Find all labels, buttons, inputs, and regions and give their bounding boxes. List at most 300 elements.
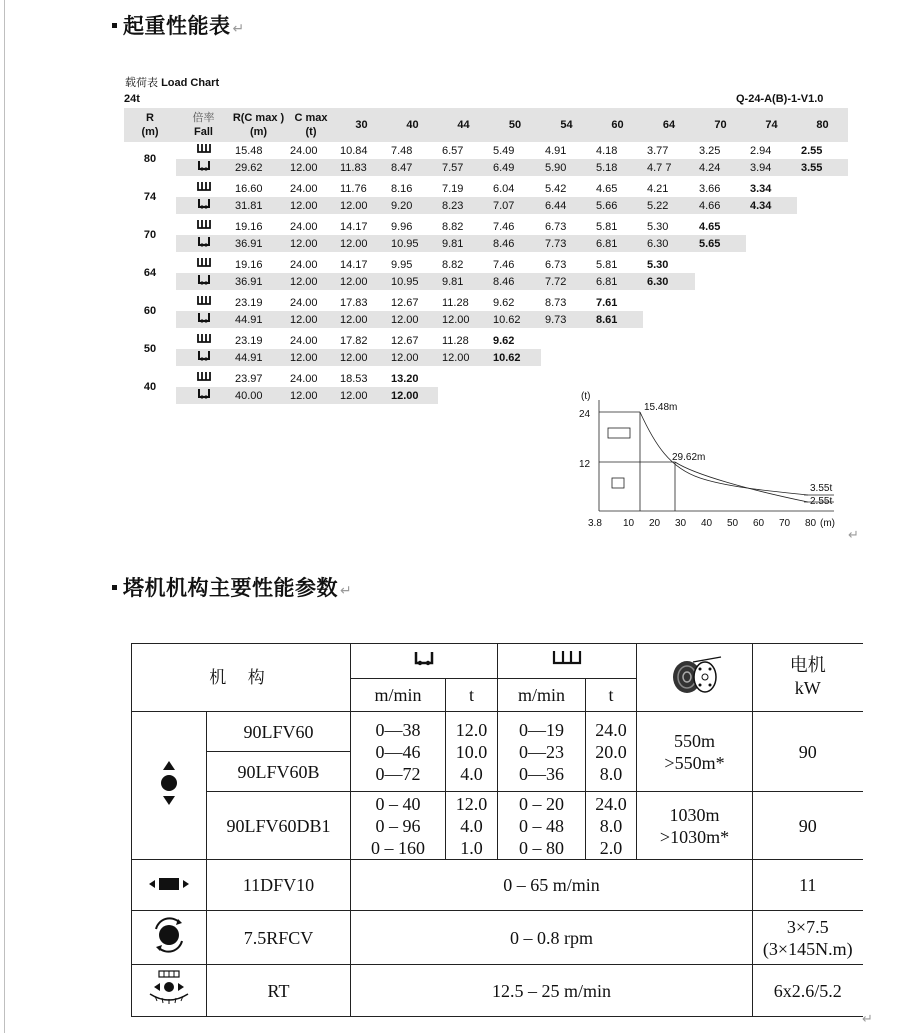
hoist-load-4: 24.0 20.0 8.0 (586, 712, 637, 792)
load-value: 12.00 (336, 273, 387, 290)
fall-icon-cell (176, 142, 231, 159)
hoist-icon-cell (132, 712, 207, 860)
x-tick: 40 (701, 518, 713, 529)
load-value: 5.18 (592, 159, 643, 176)
y-tick-24: 24 (579, 409, 591, 420)
fall-icon-cell (176, 387, 231, 404)
load-value: 9.81 (438, 235, 489, 252)
load-value: 8.82 (442, 258, 464, 271)
load-value: 5.49 (493, 144, 515, 157)
empty-cell (489, 387, 541, 404)
load-chart-row (124, 311, 848, 328)
load-value: 2.94 (750, 144, 772, 157)
load-value: 11.28 (442, 334, 469, 347)
load-value: 12.67 (391, 334, 419, 347)
load-value: 9.95 (391, 258, 413, 271)
load-chart-row (124, 349, 848, 366)
load-value: 8.61 (592, 311, 643, 328)
load-value: 3.34 (750, 182, 772, 195)
fall-icon-cell (176, 294, 231, 311)
load-value: 17.82 (340, 334, 368, 347)
header-radius: 60 (592, 108, 643, 142)
empty-cell (746, 349, 797, 366)
load-value: 7.57 (438, 159, 489, 176)
fall-icon-cell (176, 218, 231, 235)
empty-cell (695, 256, 746, 273)
load-value: 8.46 (489, 273, 541, 290)
empty-cell (592, 349, 643, 366)
4-fall-hook-icon (197, 372, 211, 382)
load-value: 13.20 (391, 372, 419, 385)
load-value: 9.62 (493, 296, 515, 309)
load-chart-code: Q-24-A(B)-1-V1.0 (736, 93, 824, 105)
rope-drum-icon (665, 653, 725, 697)
radius-cell: 80 (143, 153, 157, 165)
hook-4-fall-icon (608, 428, 630, 438)
load-value: 40.00 (231, 387, 286, 404)
empty-cell (643, 294, 695, 311)
db1-speed-4: 0 – 20 0 – 48 0 – 80 (498, 792, 586, 860)
fall-icon-cell (176, 197, 231, 214)
x-tick: 30 (675, 518, 687, 529)
load-value: 5.81 (596, 258, 618, 271)
load-value: 10.62 (489, 311, 541, 328)
load-value: 8.16 (391, 182, 413, 195)
header-rcmax: R(C max ) (m) (231, 108, 286, 142)
slewing-icon-cell (132, 911, 207, 965)
hoist-row (132, 712, 863, 752)
load-value: 31.81 (231, 197, 286, 214)
empty-cell (643, 311, 695, 328)
load-value: 23.19 (235, 334, 263, 347)
load-value: 4.34 (746, 197, 797, 214)
header-fall: 倍率 Fall (176, 108, 231, 142)
load-value: 12.00 (286, 197, 336, 214)
curve-end-a: 3.55t (810, 483, 833, 494)
fall-icon-cell (176, 180, 231, 197)
load-value: 12.67 (391, 296, 419, 309)
load-value: 36.91 (231, 235, 286, 252)
load-value: 14.17 (340, 220, 368, 233)
section-title-mechanism: 塔机机构主要性能参数 ↵ (112, 572, 352, 602)
load-value: 12.00 (387, 311, 438, 328)
empty-cell (695, 349, 746, 366)
load-value: 7.72 (541, 273, 592, 290)
load-value: 5.30 (647, 258, 669, 271)
load-value: 6.44 (541, 197, 592, 214)
radius-cell: 50 (143, 343, 157, 355)
load-value: 6.81 (592, 273, 643, 290)
spec-header-row (132, 644, 863, 679)
empty-cell (797, 332, 848, 349)
load-value: 12.00 (286, 349, 336, 366)
travel-power: 6x2.6/5.2 (753, 965, 863, 1017)
slewing-icon (151, 917, 187, 953)
empty-cell (746, 235, 797, 252)
load-value: 4.24 (695, 159, 746, 176)
paragraph-mark: ↵ (862, 1012, 873, 1027)
empty-cell (695, 311, 746, 328)
fall-icon-cell (176, 256, 231, 273)
header-radius: 40 (387, 108, 438, 142)
empty-cell (695, 294, 746, 311)
empty-cell (489, 370, 541, 387)
radius-cell: 60 (143, 305, 157, 317)
load-value: 4.65 (596, 182, 618, 195)
load-value: 12.00 (336, 311, 387, 328)
trolley-power: 11 (753, 860, 863, 911)
load-chart-row (124, 235, 848, 252)
load-chart-row (124, 142, 848, 159)
load-chart-row (124, 159, 848, 176)
load-chart-row (124, 332, 848, 349)
x-tick: 60 (753, 518, 765, 529)
model-cell: 90LFV60 (207, 712, 351, 752)
2-fall-hook-icon (198, 389, 210, 399)
load-value: 12.00 (336, 197, 387, 214)
empty-cell (746, 332, 797, 349)
x-tick: 20 (649, 518, 661, 529)
load-value: 24.00 (290, 296, 318, 309)
load-value: 5.81 (596, 220, 618, 233)
radius-cell: 74 (143, 191, 157, 203)
load-value: 12.00 (286, 235, 336, 252)
fall-icon-cell (176, 311, 231, 328)
db1-power: 90 (753, 792, 863, 860)
header-radius: 30 (336, 108, 387, 142)
model-cell: 90LFV60DB1 (207, 792, 351, 860)
paragraph-mark: ↵ (232, 21, 245, 37)
4-fall-hook-icon (197, 220, 211, 230)
empty-cell (438, 387, 489, 404)
hoisting-icon (158, 761, 180, 805)
2-fall-hook-icon (198, 313, 210, 323)
load-value: 6.73 (545, 220, 567, 233)
load-value: 9.96 (391, 220, 413, 233)
load-value: 9.73 (541, 311, 592, 328)
4-fall-hook-icon (197, 296, 211, 306)
load-value: 5.22 (643, 197, 695, 214)
load-value: 6.30 (643, 273, 695, 290)
load-value: 4.18 (596, 144, 618, 157)
load-value: 24.00 (290, 182, 318, 195)
2-fall-hook-icon (198, 199, 210, 209)
load-value: 12.00 (336, 349, 387, 366)
load-value: 12.00 (286, 311, 336, 328)
load-value: 4.21 (647, 182, 669, 195)
paragraph-mark: ↵ (340, 583, 353, 599)
load-value: 10.95 (387, 235, 438, 252)
slewing-power: 3×7.5 (3×145N.m) (753, 911, 863, 965)
trolley-icon (149, 877, 189, 891)
load-value: 3.77 (647, 144, 669, 157)
trolley-speed: 0 – 65 m/min (351, 860, 753, 911)
fall-icon-cell (176, 349, 231, 366)
header-motor: 电机 kW (753, 644, 863, 712)
hoist-speed-2: 0—38 0—46 0—72 (351, 712, 446, 792)
load-value: 8.23 (438, 197, 489, 214)
load-value: 3.55 (797, 159, 848, 176)
load-value: 12.00 (286, 387, 336, 404)
load-value: 5.42 (545, 182, 567, 195)
db1-load-2: 12.0 4.0 1.0 (446, 792, 498, 860)
unit-load-4: t (586, 679, 637, 712)
section-title-lifting: 起重性能表 ↵ (112, 10, 245, 40)
load-chart-table (124, 108, 848, 404)
header-radius: 74 (746, 108, 797, 142)
empty-cell (746, 273, 797, 290)
2-fall-hook-icon (198, 237, 210, 247)
curve-end-b: 2.55t (810, 496, 833, 507)
load-value: 8.73 (545, 296, 567, 309)
header-radius: 64 (643, 108, 695, 142)
load-chart-row (124, 294, 848, 311)
empty-cell (797, 180, 848, 197)
load-value: 12.00 (387, 387, 438, 404)
empty-cell (797, 349, 848, 366)
hoist-speed-4: 0—19 0—23 0—36 (498, 712, 586, 792)
model-cell: 90LFV60B (207, 752, 351, 792)
load-curve-chart (560, 380, 850, 540)
mechanism-spec-table (131, 643, 863, 1017)
unit-speed-4: m/min (498, 679, 586, 712)
load-value: 7.07 (489, 197, 541, 214)
load-value: 4.7 7 (643, 159, 695, 176)
load-value: 19.16 (235, 220, 263, 233)
header-radius: 80 (797, 108, 848, 142)
load-chart-body (124, 142, 848, 404)
curve-4-fall (640, 412, 808, 495)
load-value: 11.28 (442, 296, 469, 309)
page-margin-line (4, 0, 5, 1033)
header-4-fall (498, 644, 637, 679)
hoist-load-2: 12.0 10.0 4.0 (446, 712, 498, 792)
y-unit-label: (t) (581, 391, 591, 402)
fall-icon-cell (176, 332, 231, 349)
load-value: 6.49 (489, 159, 541, 176)
hoist-power: 90 (753, 712, 863, 792)
empty-cell (797, 273, 848, 290)
fall-icon-cell (176, 235, 231, 252)
empty-cell (746, 294, 797, 311)
load-value: 10.62 (489, 349, 541, 366)
4-fall-hook-icon (197, 258, 211, 268)
travel-icon-cell (132, 965, 207, 1017)
load-value: 4.65 (699, 220, 721, 233)
unit-load-2: t (446, 679, 498, 712)
y-tick-12: 12 (579, 459, 591, 470)
empty-cell (797, 294, 848, 311)
travel-row (132, 965, 863, 1017)
trolley-row (132, 860, 863, 911)
2-fall-hook-icon (413, 651, 435, 667)
load-value: 5.30 (647, 220, 669, 233)
load-chart-row (124, 218, 848, 235)
load-value: 7.48 (391, 144, 413, 157)
load-value: 9.62 (493, 334, 515, 347)
load-value: 10.84 (340, 144, 368, 157)
2-fall-hook-icon (198, 351, 210, 361)
load-value: 24.00 (290, 220, 318, 233)
empty-cell (797, 311, 848, 328)
load-value: 44.91 (231, 311, 286, 328)
load-value: 12.00 (438, 349, 489, 366)
load-value: 6.04 (493, 182, 515, 195)
load-value: 12.00 (286, 159, 336, 176)
header-rope-drum (637, 644, 753, 712)
db1-load-4: 24.0 8.0 2.0 (586, 792, 637, 860)
x-unit-label: (m) (820, 518, 835, 529)
load-value: 7.61 (596, 296, 618, 309)
load-value: 7.46 (493, 258, 515, 271)
radius-cell: 64 (143, 267, 157, 279)
load-value: 24.00 (290, 258, 318, 271)
4-fall-hook-icon (197, 182, 211, 192)
trolley-icon-cell (132, 860, 207, 911)
load-value: 15.48 (235, 144, 263, 157)
load-value: 9.20 (387, 197, 438, 214)
bullet-icon (112, 585, 117, 590)
4-fall-hook-icon (552, 650, 582, 668)
empty-cell (643, 349, 695, 366)
load-value: 7.46 (493, 220, 515, 233)
model-cell: RT (207, 965, 351, 1017)
empty-cell (797, 256, 848, 273)
load-value: 24.00 (290, 372, 318, 385)
load-value: 36.91 (231, 273, 286, 290)
load-value: 6.30 (643, 235, 695, 252)
curve-label-b: 29.62m (672, 452, 706, 463)
load-value: 12.00 (286, 273, 336, 290)
load-value: 12.00 (438, 311, 489, 328)
empty-cell (541, 332, 592, 349)
load-value: 23.19 (235, 296, 263, 309)
load-value: 3.94 (746, 159, 797, 176)
header-mechanism: 机 构 (132, 644, 351, 712)
hook-2-fall-icon (612, 478, 624, 488)
db1-rope: 1030m >1030m* (637, 792, 753, 860)
empty-cell (746, 218, 797, 235)
empty-cell (592, 332, 643, 349)
load-value: 18.53 (340, 372, 368, 385)
load-chart-title: 载荷表 Load Chart (125, 77, 220, 89)
load-value: 19.16 (235, 258, 263, 271)
slewing-speed: 0 – 0.8 rpm (351, 911, 753, 965)
load-chart-row (124, 256, 848, 273)
load-value: 12.00 (336, 235, 387, 252)
load-value: 29.62 (231, 159, 286, 176)
load-value: 8.46 (489, 235, 541, 252)
load-value: 44.91 (231, 349, 286, 366)
load-value: 11.76 (340, 182, 367, 195)
load-value: 4.91 (545, 144, 567, 157)
load-value: 7.19 (442, 182, 464, 195)
slewing-row (132, 911, 863, 965)
db1-speed-2: 0 – 40 0 – 96 0 – 160 (351, 792, 446, 860)
load-value: 9.81 (438, 273, 489, 290)
curve-label-a: 15.48m (644, 402, 678, 413)
load-value: 5.65 (695, 235, 746, 252)
empty-cell (438, 370, 489, 387)
load-value: 14.17 (340, 258, 368, 271)
hoist-db1-row (132, 792, 863, 860)
x-tick: 80 (805, 518, 817, 529)
curve-2-fall (675, 462, 808, 502)
empty-cell (643, 332, 695, 349)
4-fall-hook-icon (197, 144, 211, 154)
empty-cell (746, 256, 797, 273)
load-chart-row (124, 180, 848, 197)
x-tick: 10 (623, 518, 635, 529)
model-cell: 11DFV10 (207, 860, 351, 911)
2-fall-hook-icon (198, 275, 210, 285)
load-chart-header (124, 108, 848, 142)
load-chart-tonnage: 24t (124, 93, 140, 105)
load-value: 17.83 (340, 296, 368, 309)
load-value: 5.90 (541, 159, 592, 176)
header-2-fall (351, 644, 498, 679)
2-fall-hook-icon (198, 161, 210, 171)
fall-icon-cell (176, 370, 231, 387)
empty-cell (746, 311, 797, 328)
hoist-rope: 550m >550m* (637, 712, 753, 792)
x-tick: 3.8 (588, 518, 602, 529)
4-fall-hook-icon (197, 334, 211, 344)
fall-icon-cell (176, 273, 231, 290)
load-value: 11.83 (336, 159, 387, 176)
load-value: 24.00 (290, 334, 318, 347)
load-chart-row (124, 273, 848, 290)
bullet-icon (112, 23, 117, 28)
x-tick: 50 (727, 518, 739, 529)
load-value: 6.57 (442, 144, 464, 157)
model-cell: 7.5RFCV (207, 911, 351, 965)
load-value: 10.95 (387, 273, 438, 290)
empty-cell (695, 273, 746, 290)
header-radius: 44 (438, 108, 489, 142)
unit-speed-2: m/min (351, 679, 446, 712)
load-value: 3.25 (699, 144, 721, 157)
load-value: 8.47 (387, 159, 438, 176)
header-radius: 54 (541, 108, 592, 142)
load-value: 3.66 (699, 182, 721, 195)
load-value: 12.00 (387, 349, 438, 366)
empty-cell (797, 197, 848, 214)
header-radius: 70 (695, 108, 746, 142)
load-value: 7.73 (541, 235, 592, 252)
load-chart-row (124, 197, 848, 214)
empty-cell (541, 349, 592, 366)
radius-cell: 70 (143, 229, 157, 241)
load-value: 23.97 (235, 372, 263, 385)
load-value: 6.73 (545, 258, 567, 271)
travel-icon (146, 970, 192, 1006)
empty-cell (695, 332, 746, 349)
header-r: R (m) (124, 108, 176, 142)
travel-speed: 12.5 – 25 m/min (351, 965, 753, 1017)
load-value: 5.66 (592, 197, 643, 214)
load-value: 4.66 (695, 197, 746, 214)
header-cmax: C max (t) (286, 108, 336, 142)
empty-cell (797, 235, 848, 252)
load-value: 24.00 (290, 144, 318, 157)
x-tick: 70 (779, 518, 791, 529)
load-value: 16.60 (235, 182, 263, 195)
load-value: 6.81 (592, 235, 643, 252)
paragraph-mark: ↵ (848, 528, 859, 543)
load-value: 12.00 (336, 387, 387, 404)
radius-cell: 40 (143, 381, 157, 393)
